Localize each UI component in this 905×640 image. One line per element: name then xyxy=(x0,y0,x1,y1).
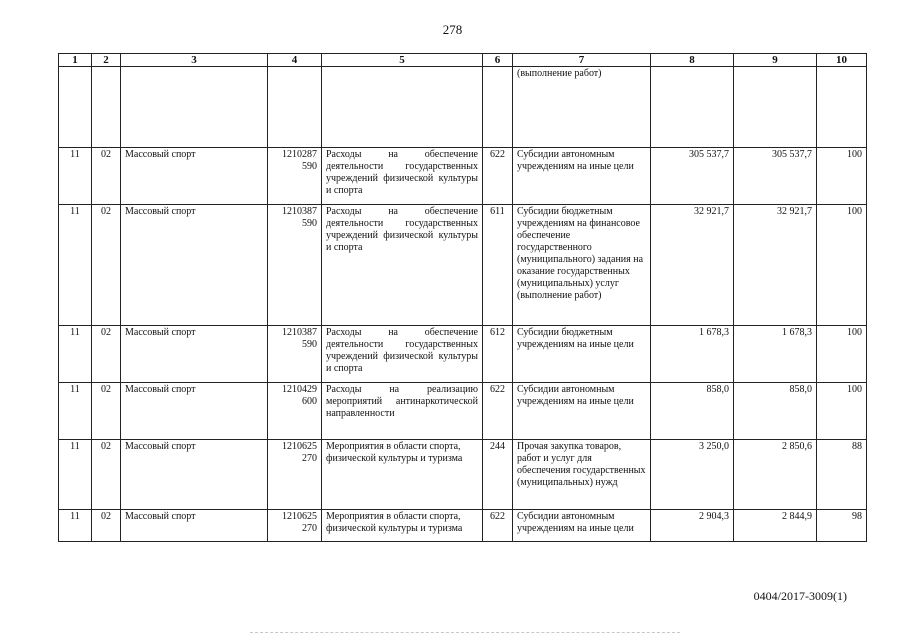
section-name-cell: Массовый спорт xyxy=(121,440,268,510)
section-name-cell: Массовый спорт xyxy=(121,510,268,542)
expense-code-cell: 622 xyxy=(483,383,513,440)
table-cell xyxy=(121,67,268,148)
section-cell: 11 xyxy=(59,383,92,440)
expense-type-cell: Субсидии автономным учреждениям на иные цели xyxy=(513,148,651,205)
column-header: 10 xyxy=(817,54,867,67)
section-name-cell: Массовый спорт xyxy=(121,383,268,440)
column-header: 1 xyxy=(59,54,92,67)
section-name-cell: Массовый спорт xyxy=(121,205,268,326)
subsection-cell: 02 xyxy=(92,326,121,383)
target-code-cell: 1210387 590 xyxy=(268,205,322,326)
target-name-cell: Расходы на обеспечение деятельности государственных учреждений физической культуры и спорта xyxy=(322,326,483,383)
header-row xyxy=(59,54,867,67)
target-code-cell: 1210387 590 xyxy=(268,326,322,383)
subsection-cell: 02 xyxy=(92,205,121,326)
table-row xyxy=(59,383,867,440)
section-cell: 11 xyxy=(59,510,92,542)
table-cell xyxy=(734,67,817,148)
planned-amount-cell: 32 921,7 xyxy=(651,205,734,326)
expense-code-cell: 244 xyxy=(483,440,513,510)
table-cell xyxy=(268,67,322,148)
percent-cell: 100 xyxy=(817,148,867,205)
column-header: 9 xyxy=(734,54,817,67)
percent-cell: 100 xyxy=(817,326,867,383)
executed-amount-cell: 858,0 xyxy=(734,383,817,440)
table-row xyxy=(59,326,867,383)
target-name-cell: Мероприятия в области спорта, физической культуры и туризма xyxy=(322,510,483,542)
table-row xyxy=(59,440,867,510)
column-header: 5 xyxy=(322,54,483,67)
section-cell: 11 xyxy=(59,148,92,205)
percent-cell: 100 xyxy=(817,383,867,440)
column-header: 4 xyxy=(268,54,322,67)
expense-code-cell: 622 xyxy=(483,510,513,542)
expense-type-cell: Прочая закупка товаров, работ и услуг для обеспечения государственных (муниципальных) нужд xyxy=(513,440,651,510)
column-header: 6 xyxy=(483,54,513,67)
target-name-cell: Мероприятия в области спорта, физической культуры и туризма xyxy=(322,440,483,510)
target-code-cell: 1210287 590 xyxy=(268,148,322,205)
planned-amount-cell: 1 678,3 xyxy=(651,326,734,383)
planned-amount-cell: 858,0 xyxy=(651,383,734,440)
target-code-cell: 1210625 270 xyxy=(268,440,322,510)
target-name-cell: Расходы на обеспечение деятельности государственных учреждений физической культуры и спорта xyxy=(322,148,483,205)
table-cell xyxy=(651,67,734,148)
document-code: 0404/2017-3009(1) xyxy=(753,589,847,603)
executed-amount-cell: 2 844,9 xyxy=(734,510,817,542)
column-header: 3 xyxy=(121,54,268,67)
expense-type-cell: Субсидии бюджетным учреждениям на финансовое обеспечение государственного (муниципального) задания на оказание государственных (муниципальных) услуг (выполнение работ) xyxy=(513,205,651,326)
table-row xyxy=(59,510,867,542)
table-cell xyxy=(322,67,483,148)
column-header: 8 xyxy=(651,54,734,67)
continuation-row xyxy=(59,67,867,148)
table-cell xyxy=(59,67,92,148)
table-cell xyxy=(92,67,121,148)
section-cell: 11 xyxy=(59,326,92,383)
section-name-cell: Массовый спорт xyxy=(121,148,268,205)
target-code-cell: 1210429 600 xyxy=(268,383,322,440)
table-row xyxy=(59,205,867,326)
planned-amount-cell: 2 904,3 xyxy=(651,510,734,542)
table-cell xyxy=(817,67,867,148)
column-header: 2 xyxy=(92,54,121,67)
subsection-cell: 02 xyxy=(92,148,121,205)
subsection-cell: 02 xyxy=(92,383,121,440)
section-name-cell: Массовый спорт xyxy=(121,326,268,383)
scan-artifact xyxy=(250,632,680,634)
expense-code-cell: 622 xyxy=(483,148,513,205)
section-cell: 11 xyxy=(59,440,92,510)
executed-amount-cell: 305 537,7 xyxy=(734,148,817,205)
table-row xyxy=(59,148,867,205)
percent-cell: 88 xyxy=(817,440,867,510)
target-name-cell: Расходы на обеспечение деятельности государственных учреждений физической культуры и спорта xyxy=(322,205,483,326)
section-cell: 11 xyxy=(59,205,92,326)
expense-type-cell: Субсидии автономным учреждениям на иные цели xyxy=(513,510,651,542)
executed-amount-cell: 1 678,3 xyxy=(734,326,817,383)
subsection-cell: 02 xyxy=(92,440,121,510)
expense-code-cell: 612 xyxy=(483,326,513,383)
percent-cell: 98 xyxy=(817,510,867,542)
expense-type-cell: Субсидии бюджетным учреждениям на иные цели xyxy=(513,326,651,383)
table-cell xyxy=(483,67,513,148)
expense-code-cell: 611 xyxy=(483,205,513,326)
column-header: 7 xyxy=(513,54,651,67)
subsection-cell: 02 xyxy=(92,510,121,542)
planned-amount-cell: 3 250,0 xyxy=(651,440,734,510)
percent-cell: 100 xyxy=(817,205,867,326)
target-code-cell: 1210625 270 xyxy=(268,510,322,542)
expense-type-cell: Субсидии автономным учреждениям на иные цели xyxy=(513,383,651,440)
target-name-cell: Расходы на реализацию мероприятий антинаркотической направленности xyxy=(322,383,483,440)
expense-type-cell: (выполнение работ) xyxy=(513,67,651,148)
budget-table xyxy=(58,53,867,542)
page-number: 278 xyxy=(442,22,463,37)
planned-amount-cell: 305 537,7 xyxy=(651,148,734,205)
executed-amount-cell: 32 921,7 xyxy=(734,205,817,326)
executed-amount-cell: 2 850,6 xyxy=(734,440,817,510)
